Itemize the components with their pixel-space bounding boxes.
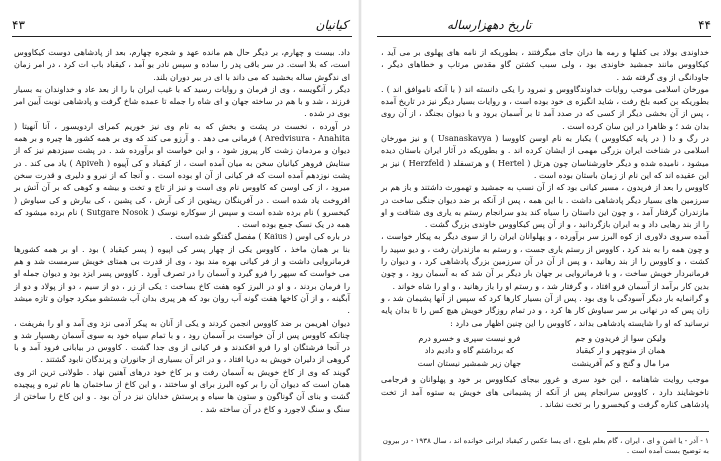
poem-couplet bbox=[405, 332, 685, 345]
paragraph: بنا بر همان ماخذ ، کاووس یکی از چهار پسر کی اپیوه ( پسر کیقباد ) بود . او بر همه کشورها فرمانروایی داشت و از فر کیانی بهره مند بود ، وی از قدرت بی همتای خویش سرمست شد و هم می خواست که سپهر را فرو گیرد و آسمان را در تصرف آورد . کاووس پسر ایزد بود و دیوان جمله او را فرمان بردند ، و او در البرز کوه هفت کاخ بساخت : یکی از زر ، دو از سیم ، دو از پولاد و دو از آبگینه ، و از آن کاخها هفت گونه آب روان بود که هر پیری بدان آب شستشو میکرد جوان و تازه میشد . bbox=[14, 243, 350, 316]
right-page-body bbox=[381, 46, 709, 410]
paragraph: آمده سروی دلاوری از کوه البرز سر برآورده ، و پهلوانان ایران را از سوی دیگر به پیکار خواست ، و چون همه را به بند کرد ، کاووس از رستم یاری جست ، و رستم به مازندران رفت ، و دیو سپید را کشت ، و کاووس را از بند رهانید ، و پس از آن در آن سرزمین بزرگ پادشاهی کرد ، و دیوان را فرمانبردار خویش ساخت ، و با فرمانروایی بر جهان بار دیگر بر آن شد که به آسمان رود ، و چون بدین کار برآمد از آسمان فرو افتاد ، و گرفتار شد ، و رستم او را باز رهانید ، و او را شاه خواند . bbox=[381, 231, 709, 291]
right-running-title: تاریخ دههزارساله bbox=[447, 18, 532, 32]
poem-hemistich: که برداشتم گاه و دادیم داد bbox=[424, 345, 515, 356]
poem-couplet bbox=[405, 344, 685, 357]
poem-hemistich: مرا مال و گنج و کم آفرینشت bbox=[571, 357, 670, 368]
poem-hemistich: فرو نیست سپری و خسرو درم bbox=[418, 332, 521, 343]
right-page bbox=[367, 0, 717, 461]
paragraph: مورخان اسلامی موجب روایات خداوندگاووس و نمرود را یکی دانسته اند ( با آنکه ناموافق اند ) . بطوریکه بن کعبه بلخ رفت ، شاید انگیزه ی خود بوده است ، و روایات بسیار دیگر نیز در تاریخ آمده ، پس از آن بخشی دیگر از کسی که در صدد آمد تا بر آسمان برود و با دیوان بجنگد ، از آن روی بدان شد ؛ و ظاهرا در این سان کرده است . bbox=[381, 83, 709, 131]
paragraph: در آورده ، نخست در پشت و بخش که به نام وی نیز خوریم کمرای اردویسور ، آنا آنهیتا ( Aredvisura - Anahita ) فرمانی می دهد . و آرزو می کند که وی بر همه کشور ها چیره و بر همه دیوان و مردمان زشت کار پیروز شود ، و این خواست او برآورده شد . در پشت سیزدهم نیز که از ستایش فروهر کیانیان سخن به میان آمده است ، از کیقباد و کی آپیوه ( Apiveh ) یاد می کند . در پشت نوزدهم آمده است که فر کیانی از آن او بوده است . و آنجا که از نیرو و دلیری و قدرت سخن میرود ، از کی اوسن که کاووس نام وی است و نیز از تاج و تخت و بیشه و کوهی که بر آن آتش بر افروخت یاد شده است . در آفرینگان رپیتوین از کی آرش ، کی پشین ، کی بیارش و کی سیاوش ( کیخسرو ) نام برده شده است و سپس از سوکاره نوسک ( Sutgare Nosok ) نام برده میشود که همه در یک نسک جمع بوده است . bbox=[14, 120, 350, 230]
poem-hemistich: جهان زیر شمشیر نیستان است bbox=[417, 357, 522, 368]
poem-hemistich: همان از منوچهر و ار کیقباد bbox=[575, 345, 666, 356]
left-page-body bbox=[14, 46, 350, 415]
closing-paragraph: موجب روایت شاهنامه ، این خود سری و غرور بیجای کیکاووس بر خود و پهلوانان و فرجامی ناخوشایند دارد ، کاووس سرانجام پس از آنکه از پشیمانی های خویش به ستوه آمد از تخت پادشاهی کناره گرفت و کیخسرو را بر تخت نشاند . bbox=[381, 374, 709, 409]
left-page-header bbox=[12, 16, 352, 37]
paragraph: دیگر ر آنگویسه ، وی از فرمان و روایات رسید که با غیب ایران با را از بعد عاد و خداوندان به بسیار فرزند ، شد و با هم در ساخته جهان و ای شاه را جمله تا عمده شاخ گرفت و پادشاهی نوبت آیین امر بوی در شده . bbox=[14, 83, 350, 119]
poem-block bbox=[381, 332, 709, 370]
left-page bbox=[6, 0, 356, 461]
paragraph: داد. بیست و چهارم، بر دیگر حال هم مانده عهد و شجره چهارم، بعد از پادشاهی دوست کیکاووس است، که بلا است. در سر باقی پدر را ساده و سپس نادر بو آمد ، کیقباد باب ات کرد ، در امر زمان ای ندگوش ساله بخشید که می داند با ای در بیر دوران بلند. bbox=[14, 47, 350, 82]
right-page-header bbox=[377, 16, 711, 37]
book-gutter bbox=[358, 0, 362, 461]
paragraph: و گرانمایه بار دیگر آسودگی با وی بود . پس از آن بسیار کارها کرد که سپس از آنها پشیمان شد ، و زان پس که در نهانی بر سر سیاوش کار ها کرد ، و در تمام روزگار خویش هیچ کس را تا بدان پایه نرسانید که او را شایسته پادشاهی بداند ، کاووس را این چنین اظهار می دارد : bbox=[381, 292, 709, 328]
paragraph: در رگ و دا ( در پایه کیکاووس ) یکبار به نام اوسن کاووسا ( Usanaskavya ) و نیز مورخان اسلامی در شناخت ایران بزرگی مهمی از ایشان کرده اند . و بطوریکه در آثار ایران باستان دیده میشود ، نامیده شده و دیگر خاورشناسان چون هرتل ( Hertel ) و هرتسفلد ( Herzfeld ) نیز بر این عقیده اند که این نام از زمان باستان بوده است . bbox=[381, 133, 710, 180]
left-running-title: کیانیان bbox=[315, 18, 348, 32]
paragraph: کاووس را بعد از فریدون ، مسیر کیانی بود که از آن نسب به جمشید و تهمورث داشتند و باز هم بر سرزمین های بسیار دیگر پادشاهی داشت . با این همه ، پس از آنکه بر ضد دیوان جنگی ساخت در مازندران گرفتار آمد ، و چون این داستان را سیاه کند بدو سرانجام رستم به یاری وی شتافت و او را از بند رهایی داد و به ایران بازگردانید ، و از آن پس کیکاووس خاوندی بزرگ گشت . bbox=[381, 182, 709, 230]
poem-hemistich: ولیکن سوا از فریدون و جم bbox=[575, 332, 666, 343]
right-page-number: ۴۴ bbox=[698, 18, 711, 32]
paragraph: خداوندی بولاد بی کفلها و رمه ها دران جای میگرفتند ، بطوریکه از نامه های پهلوی بر می آید ، کیکاووس مانند جمشید خاوندی بود ، ولی سبب کشتن گاو مقدس مرتاب و خطاهای دیگر ، جاودانگی از وی گرفته شد . bbox=[381, 47, 709, 82]
footnote: ۱ - آذر - یا اشن و ای ، ایران ، گام بعلم بلوچ ، ای یسا عکس ر کیقباد ایرانی خوانده اند ، سال ۱۹۳۸ - در بیرون به توضیح بست آمده است . bbox=[382, 436, 709, 455]
paragraph: گویند که وی از کاخ خویش به آسمان رفت و بر کاخ خود درهای آهنین نهاد . طولانی ترین اثر وی همان است که دیوان آن را بر کوه البرز برای او ساختند ، و این کاخ از ساختمان ها نام تیره و پیچیده گشت و بنای آن گوناگون و ستون ها سیاه و پرستش خدایان نیز در آن بود . و این کاخ را ساختن از سنگ و سنگ لاجورد و کاخ در آن ساخته شد . bbox=[14, 366, 350, 414]
footnote-divider bbox=[607, 431, 709, 432]
paragraph: دیوان اهریمن بر ضد کاووس انجمن کردند و یکی از آنان به پیکر آدمی نزد وی آمد و او را بفریفت ، چنانکه کاووس پس از آن خواست بر آسمان رود ، و با تمام سپاه خود به سوی آسمان رهسپار شد و در آنجا فرشتگان او را فرو افکندند و فر کیانی از وی جدا گشت . کاووس در بیابانی فرود آمد و با گروهی از دلیران خویش به دریا افتاد ، و در اثر آن بسیاری از جانوران و پرندگان نابود گشتند . bbox=[14, 317, 350, 365]
poem-couplet bbox=[405, 357, 685, 370]
paragraph: در باره کی اوس ( Kaius ) مفصل گفتگو شده است . bbox=[170, 231, 350, 242]
left-page-number: ۴۳ bbox=[12, 18, 25, 32]
